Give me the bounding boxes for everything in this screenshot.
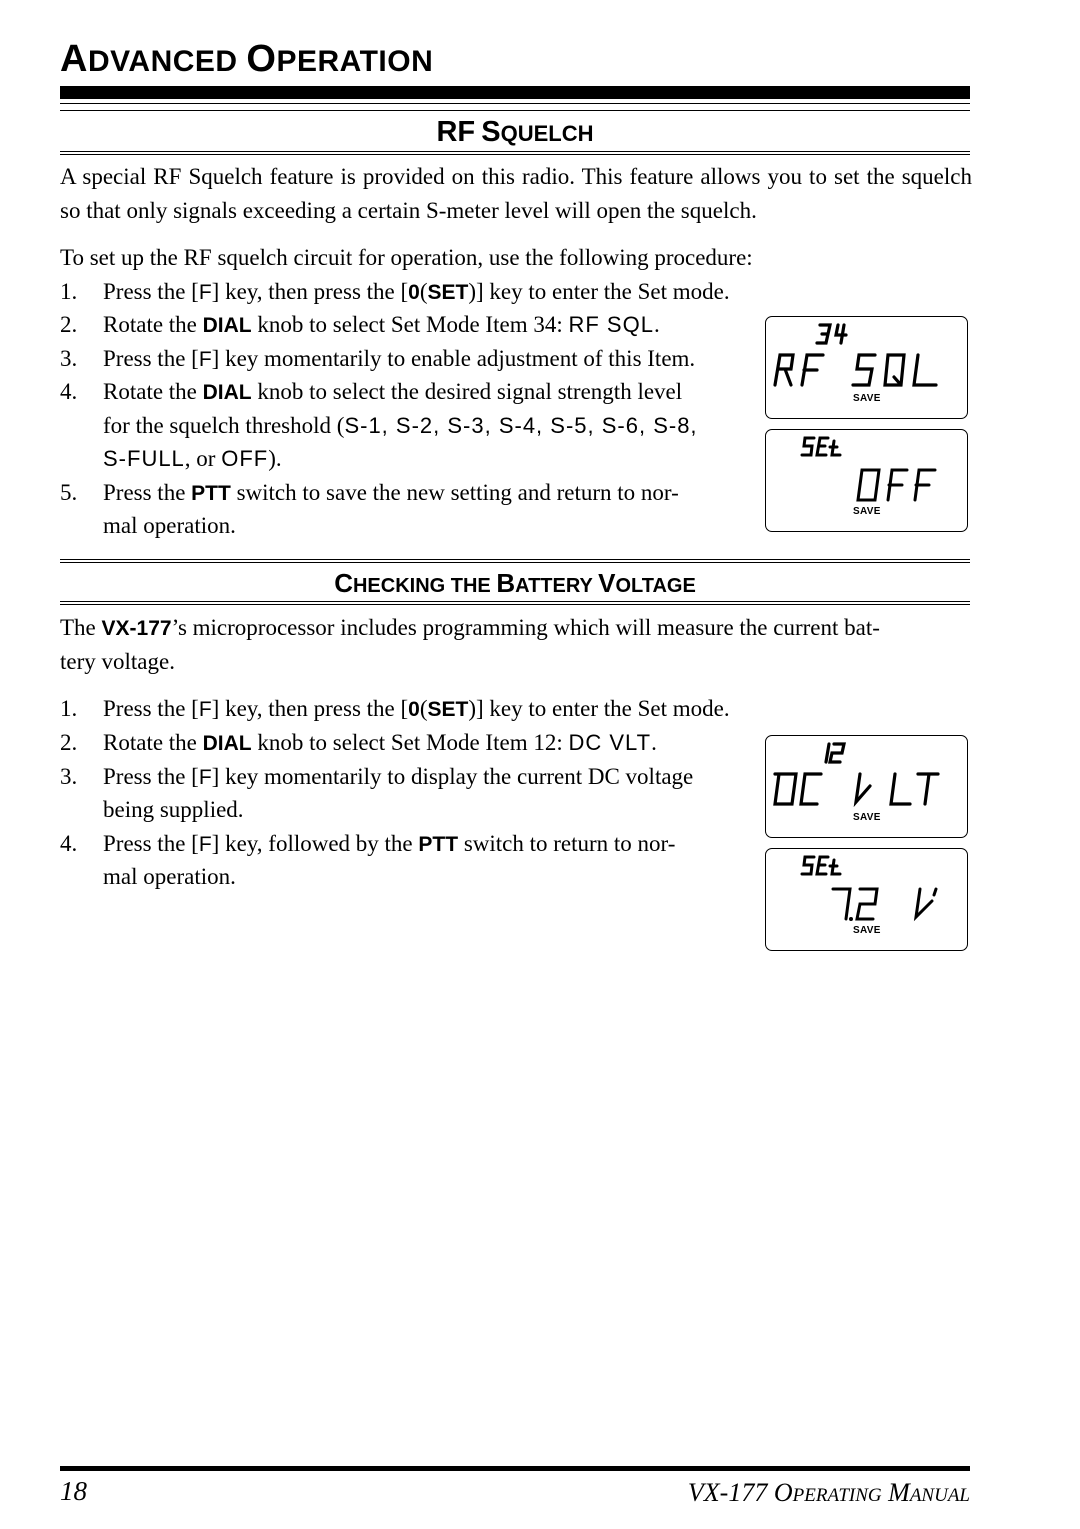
lcd-display-dc-vlt <box>765 735 968 838</box>
footer-rule <box>60 1466 970 1471</box>
lcd-segments <box>766 736 969 839</box>
rf-squelch-procedure-intro: To set up the RF squelch circuit for operation, use the following procedure: <box>60 245 753 270</box>
lcd-segments <box>766 849 969 952</box>
chapter-title: ADVANCED OPERATION <box>60 38 434 80</box>
lcd-save-indicator: SAVE <box>853 925 881 936</box>
subsection-rule-top <box>60 559 970 560</box>
section-rule-top <box>60 110 970 111</box>
manual-title: VX-177 OPERATING MANUAL <box>687 1478 970 1507</box>
section-title-rf-squelch: RF SQUELCH <box>436 116 594 148</box>
lcd-display-set-off <box>765 429 968 532</box>
section-title-battery-voltage: CHECKING THE BATTERY VOLTAGE <box>334 568 696 598</box>
header-thick-rule <box>60 86 970 99</box>
lcd-save-indicator: SAVE <box>853 506 881 517</box>
battery-intro: The VX-177’s microprocessor includes programming which will measure the current bat- <box>60 615 880 640</box>
lcd-display-voltage <box>765 848 968 951</box>
lcd-segments <box>766 430 969 533</box>
page-number: 18 <box>60 1476 87 1506</box>
subsection-rule-bottom <box>60 601 970 602</box>
rf-squelch-intro: A special RF Squelch feature is provided on this radio. This feature allows you to set the squelch so that only signals exceeding a certain S-meter level will open the squelch. <box>60 164 972 223</box>
section-rule-bottom-2 <box>60 154 970 155</box>
battery-intro-cont: tery voltage. <box>60 649 175 674</box>
section-rule-bottom <box>60 151 970 152</box>
lcd-display-rf-sql <box>765 316 968 419</box>
lcd-segments <box>766 317 969 420</box>
header-thin-rule <box>60 103 970 104</box>
subsection-rule-top-2 <box>60 562 970 563</box>
lcd-save-indicator: SAVE <box>853 393 881 404</box>
lcd-save-indicator: SAVE <box>853 812 881 823</box>
subsection-rule-bottom-2 <box>60 604 970 605</box>
